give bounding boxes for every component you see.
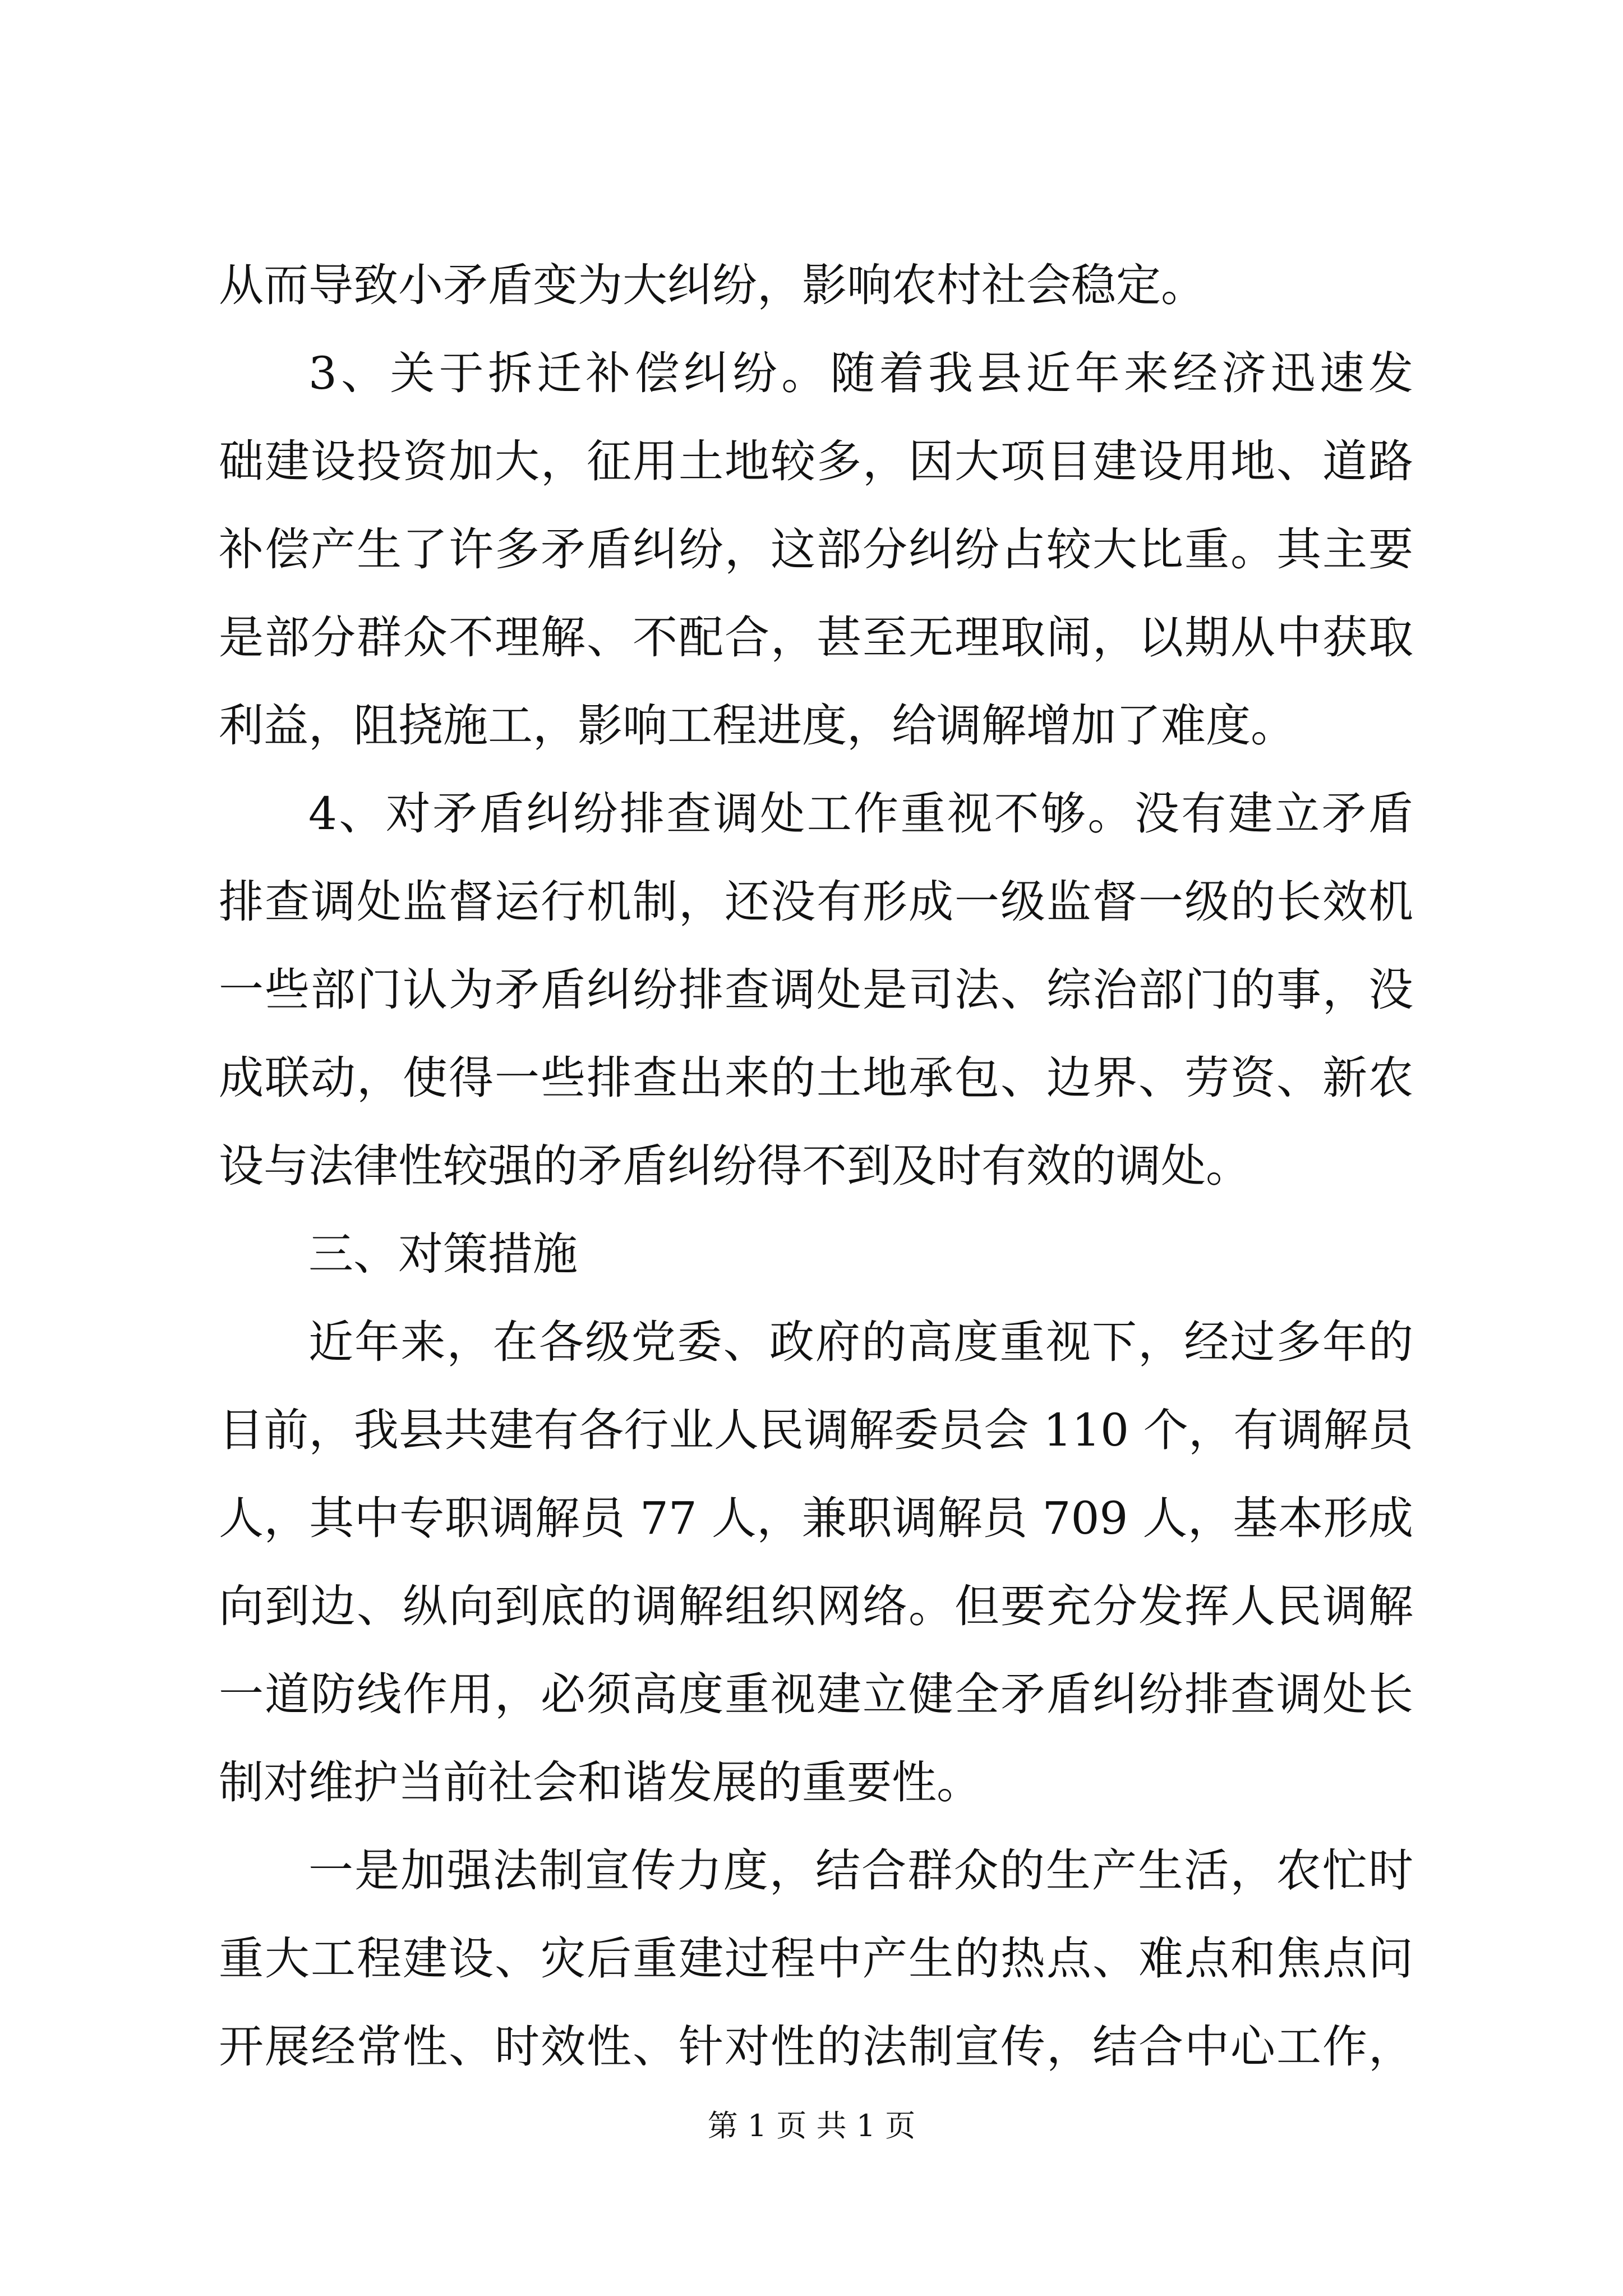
text-line: 排查调处监督运行机制，还没有形成一级监督一级的长效机 [219,876,1413,928]
text-line: 一些部门认为矛盾纠纷排查调处是司法、综治部门的事，没 [219,964,1413,1016]
text-line: 人，其中专职调解员 77 人，兼职调解员 709 人，基本形成 [219,1492,1413,1544]
text-line: 制对维护当前社会和谐发展的重要性。 [219,1756,981,1809]
text-line: 利益，阻挠施工，影响工程进度，给调解增加了难度。 [219,700,1295,752]
text-line: 目前，我县共建有各行业人民调解委员会 110 个，有调解员 [219,1404,1413,1456]
document-body [219,241,1413,2091]
text-line: 近年来，在各级党委、政府的高度重视下，经过多年的 [308,1316,1413,1368]
text-line: 开展经常性、时效性、针对性的法制宣传，结合中心工作， [219,2021,1413,2073]
page-footer: 第 1 页 共 1 页 [707,2108,916,2143]
text-line: 3、关于拆迁补偿纠纷。随着我县近年来经济迅速发 [308,347,1413,399]
text-line: 4、对矛盾纠纷排查调处工作重视不够。没有建立矛盾 [308,788,1413,840]
text-line: 补偿产生了许多矛盾纠纷，这部分纠纷占较大比重。其主要 [219,523,1413,576]
section-heading: 三、对策措施 [308,1228,578,1280]
text-line: 础建设投资加大，征用土地较多，因大项目建设用地、道路 [219,435,1413,487]
text-line: 向到边、纵向到底的调解组织网络。但要充分发挥人民调解 [219,1580,1413,1632]
text-line: 成联动，使得一些排查出来的土地承包、边界、劳资、新农 [219,1052,1413,1104]
text-line: 设与法律性较强的矛盾纠纷得不到及时有效的调处。 [219,1140,1251,1192]
text-line: 一是加强法制宣传力度，结合群众的生产生活，农忙时 [308,1844,1413,1897]
text-line: 是部分群众不理解、不配合，甚至无理取闹，以期从中获取 [219,611,1413,664]
text-line: 从而导致小矛盾变为大纠纷，影响农村社会稳定。 [219,259,1206,311]
text-line: 一道防线作用，必须高度重视建立健全矛盾纠纷排查调处长 [219,1668,1413,1720]
text-line: 重大工程建设、灾后重建过程中产生的热点、难点和焦点问 [219,1932,1413,1985]
